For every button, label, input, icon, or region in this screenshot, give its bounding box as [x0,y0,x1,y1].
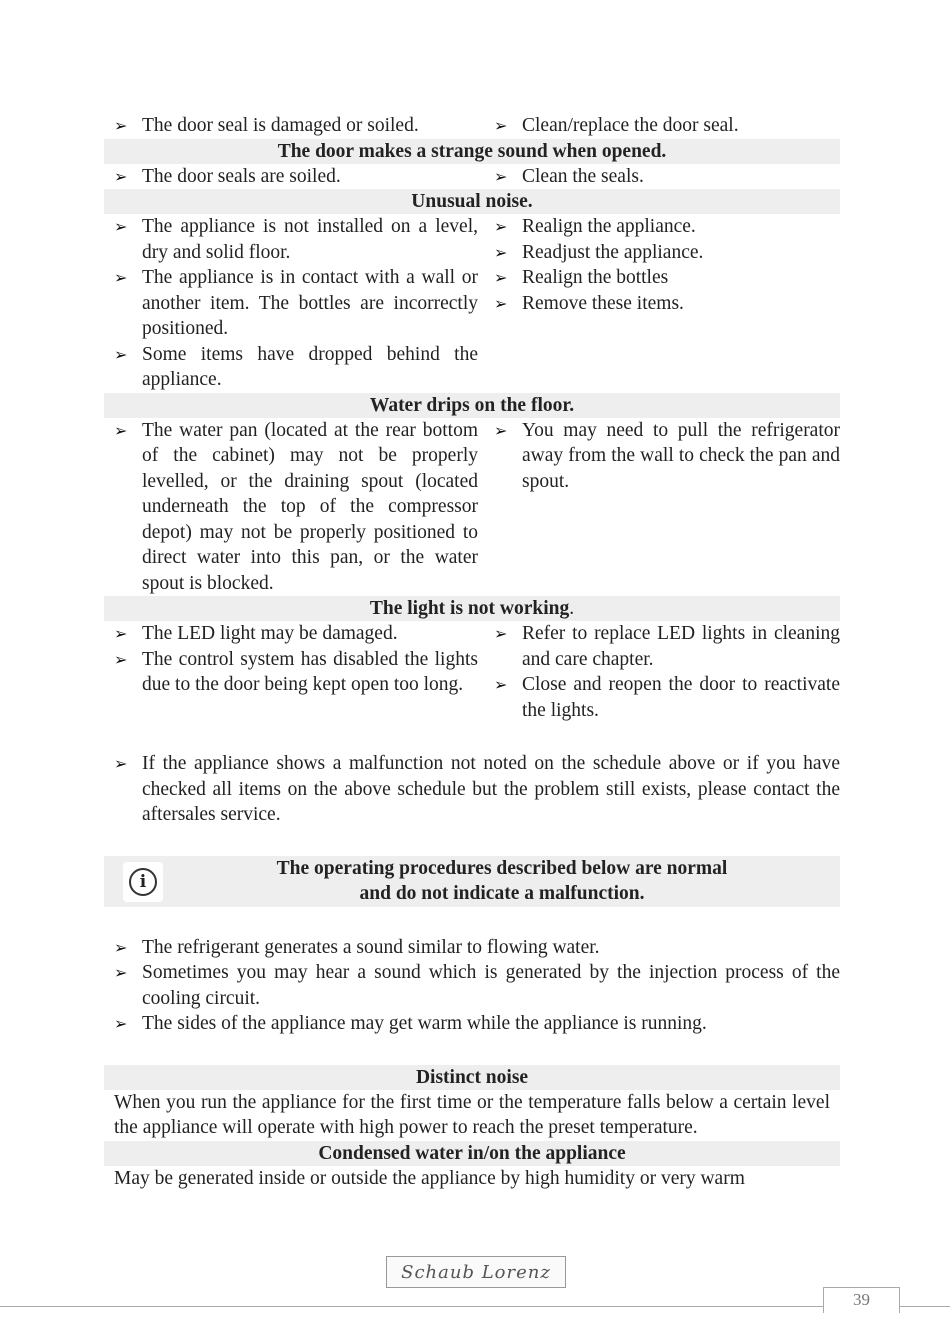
list-item [484,621,840,672]
arrow-bullet-icon: ➢ [114,420,128,440]
arrow-bullet-icon: ➢ [114,166,128,186]
table-row [104,621,840,723]
section-header-light [104,596,840,621]
list-item [104,935,840,961]
arrow-bullet-icon: ➢ [114,217,128,236]
spacer [104,907,840,935]
troubleshooting-table [104,113,840,723]
cause-cell [104,621,484,723]
arrow-bullet-icon: ➢ [114,963,128,982]
section-header-light-text: The light is not working [369,598,570,619]
arrow-bullet-icon: ➢ [114,116,128,135]
list-item-text: The refrigerant generates a sound similar to flowing water. [142,936,600,958]
section-header-water-drips: Water drips on the floor. [104,393,840,418]
footer-divider [0,1306,950,1307]
arrow-bullet-icon: ➢ [114,268,128,287]
arrow-bullet-icon: ➢ [494,166,508,186]
info-box-line1: The operating procedures described below are normal [276,857,728,879]
list-item-text: The appliance is in contact with a wall or another item. The bottles are incorrectly positioned. [142,267,478,339]
arrow-bullet-icon: ➢ [114,1014,128,1033]
info-box-line2: and do not indicate a malfunction. [359,882,645,904]
list-item [484,418,840,495]
list-item-text: The control system has disabled the lights due to the door being kept open too long. [142,648,478,695]
list-item-text: Readjust the appliance. [522,241,704,263]
list-item [484,265,840,291]
list-item [104,751,840,828]
spacer [104,828,840,856]
list-item-text: The water pan (located at the rear bottom of the cabinet) may not be properly levelled, or the draining spout (located underneath the top of the compressor depot) may not be properly positioned to direct water into this pan, or the water spout is blocked. [142,419,478,594]
arrow-bullet-icon: ➢ [114,649,128,669]
list-item [104,113,478,139]
list-item-text: Sometimes you may hear a sound which is generated by the injection process of the cooling circuit. [142,962,840,1009]
remedy-cell [484,418,840,597]
distinct-noise-text: When you run the appliance for the first time or the temperature falls below a certain level the appliance will operate with high power to reach the preset temperature. [114,1091,830,1138]
list-item [484,672,840,723]
list-item-text: The LED light may be damaged. [142,623,398,644]
list-item [104,342,478,393]
page-content [104,113,840,1191]
malfunction-note [104,751,840,828]
list-item [104,1011,840,1037]
table-row [104,214,840,393]
normal-operation-list [104,935,840,1037]
spacer [104,1037,840,1065]
list-item-text: Clean/replace the door seal. [522,115,739,136]
brand-logo [386,1256,566,1288]
table-row [104,113,840,139]
list-item-text: Realign the appliance. [522,216,696,237]
distinct-noise-title: Distinct noise [104,1065,840,1090]
list-item [104,621,478,647]
list-item-text: Realign the bottles [522,267,669,288]
list-item-text: Remove these items. [522,292,684,314]
arrow-bullet-icon: ➢ [494,268,508,287]
arrow-bullet-icon: ➢ [494,624,508,643]
list-item-text: The appliance is not installed on a level, dry and solid floor. [142,216,478,263]
arrow-bullet-icon: ➢ [114,624,128,643]
table-row [104,164,840,190]
arrow-bullet-icon: ➢ [494,242,508,262]
brand-logo-text: Schaub Lorenz [401,1261,551,1283]
section-header [104,189,840,214]
cause-cell [104,418,484,597]
arrow-bullet-icon: ➢ [494,420,508,440]
arrow-bullet-icon: ➢ [494,293,508,313]
list-item [484,291,840,317]
list-item-text: The sides of the appliance may get warm while the appliance is running. [142,1013,707,1034]
section-header [104,596,840,621]
list-item [104,960,840,1011]
list-item-text: The door seal is damaged or soiled. [142,115,419,136]
spacer [104,723,840,751]
list-item [104,265,478,342]
arrow-bullet-icon: ➢ [114,754,128,773]
remedy-cell [484,113,840,139]
list-item [484,214,840,240]
info-icon-glyph: i [129,868,157,896]
list-item [104,647,478,698]
list-item [484,164,840,190]
info-box [104,856,840,907]
arrow-bullet-icon: ➢ [494,675,508,694]
condensed-water-title: Condensed water in/on the appliance [104,1141,840,1166]
section-header-door-sound: The door makes a strange sound when opened. [104,139,840,164]
cause-cell [104,164,484,190]
list-item [104,214,478,265]
arrow-bullet-icon: ➢ [494,217,508,236]
list-item [484,113,840,139]
remedy-cell [484,621,840,723]
arrow-bullet-icon: ➢ [114,344,128,364]
page-number: 39 [853,1290,870,1309]
list-item-text: You may need to pull the refrigerator away from the wall to check the pan and spout. [522,419,840,492]
section-header [104,139,840,164]
list-item [484,240,840,266]
list-item-text: Clean the seals. [522,165,644,187]
arrow-bullet-icon: ➢ [114,937,128,957]
list-item-text: Some items have dropped behind the appliance. [142,343,478,390]
remedy-cell [484,214,840,393]
list-item [104,418,478,597]
table-row [104,418,840,597]
section-header-unusual-noise: Unusual noise. [104,189,840,214]
list-item [104,164,478,190]
condensed-water-text: May be generated inside or outside the appliance by high humidity or very warm [114,1167,745,1189]
section-header-light-period: . [569,598,575,619]
arrow-bullet-icon: ➢ [494,116,508,135]
malfunction-note-text: If the appliance shows a malfunction not noted on the schedule above or if you have checked all items on the above schedule but the problem still exists, please contact the aftersales service. [142,753,840,825]
list-item-text: Refer to replace LED lights in cleaning and care chapter. [522,623,840,670]
cause-cell [104,113,484,139]
section-header [104,393,840,418]
remedy-cell [484,164,840,190]
info-icon [123,862,163,902]
list-item-text: Close and reopen the door to reactivate the lights. [522,674,840,721]
info-box-text [164,856,840,906]
list-item-text: The door seals are soiled. [142,165,341,187]
cause-cell [104,214,484,393]
